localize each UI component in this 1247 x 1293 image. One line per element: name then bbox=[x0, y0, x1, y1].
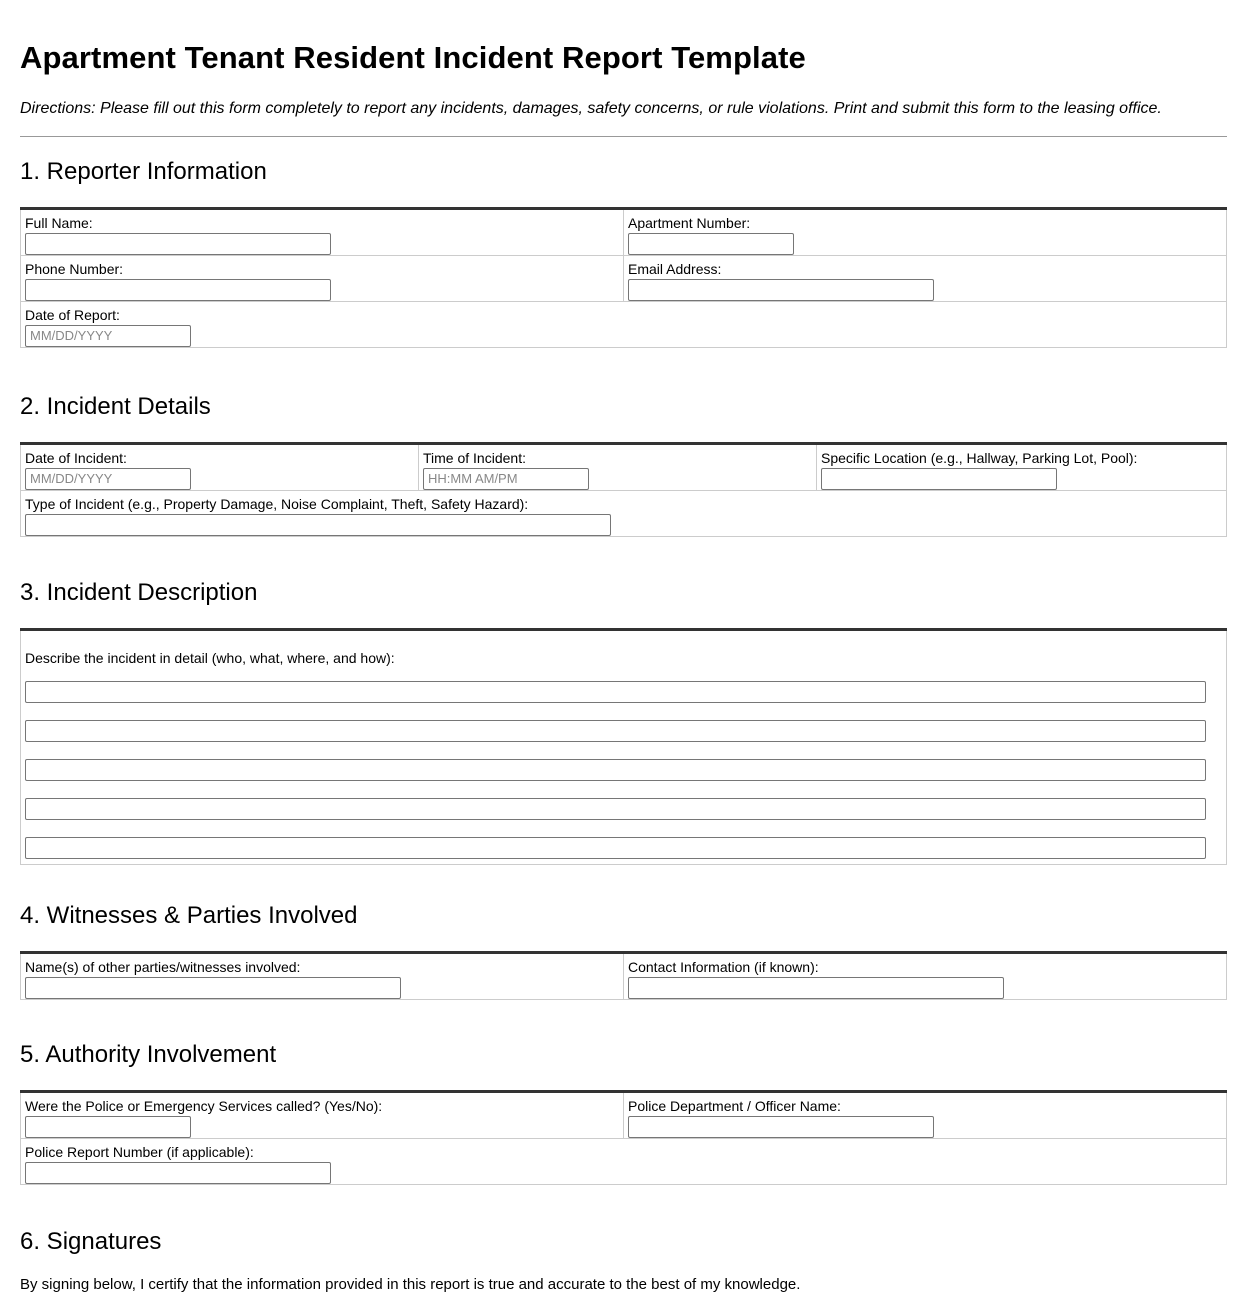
witness-names-cell bbox=[21, 953, 624, 1000]
type-of-incident-input[interactable] bbox=[25, 514, 611, 536]
section-title-incident: 2. Incident Details bbox=[20, 393, 211, 420]
date-of-report-label: Date of Report: bbox=[25, 307, 120, 323]
certification-text: By signing below, I certify that the information provided in this report is true and accurate to the best of my knowledge. bbox=[20, 1276, 801, 1293]
witness-contact-input[interactable] bbox=[628, 977, 1004, 999]
type-of-incident-label: Type of Incident (e.g., Property Damage, Noise Complaint, Theft, Safety Hazard): bbox=[25, 496, 529, 512]
date-of-incident-input[interactable]: MM/DD/YYYY bbox=[25, 468, 191, 490]
type-of-incident-cell bbox=[21, 491, 1227, 537]
apartment-number-label: Apartment Number: bbox=[628, 215, 751, 231]
email-address-label: Email Address: bbox=[628, 261, 722, 277]
officer-name-label: Police Department / Officer Name: bbox=[628, 1098, 841, 1114]
authority-table bbox=[20, 1090, 1227, 1185]
apartment-number-input[interactable] bbox=[628, 233, 794, 255]
description-line-4[interactable] bbox=[25, 798, 1206, 820]
description-cell bbox=[21, 630, 1227, 865]
section-title-witnesses: 4. Witnesses & Parties Involved bbox=[20, 902, 358, 929]
report-number-label: Police Report Number (if applicable): bbox=[25, 1144, 254, 1160]
section-title-authority: 5. Authority Involvement bbox=[20, 1041, 277, 1068]
report-number-cell bbox=[21, 1139, 1227, 1185]
officer-name-input[interactable] bbox=[628, 1116, 934, 1138]
divider bbox=[20, 136, 1227, 137]
date-of-report-cell bbox=[21, 302, 1227, 348]
description-prompt: Describe the incident in detail (who, what, where, and how): bbox=[25, 650, 395, 666]
witness-names-label: Name(s) of other parties/witnesses involved: bbox=[25, 959, 301, 975]
time-of-incident-label: Time of Incident: bbox=[423, 450, 526, 466]
page-title: Apartment Tenant Resident Incident Report Template bbox=[20, 40, 806, 75]
specific-location-label: Specific Location (e.g., Hallway, Parking Lot, Pool): bbox=[821, 450, 1138, 466]
date-of-incident-label: Date of Incident: bbox=[25, 450, 127, 466]
witnesses-table bbox=[20, 951, 1227, 1000]
phone-number-input[interactable] bbox=[25, 279, 331, 301]
specific-location-cell bbox=[817, 444, 1227, 491]
section-title-signatures: 6. Signatures bbox=[20, 1228, 162, 1255]
full-name-input[interactable] bbox=[25, 233, 331, 255]
apartment-number-cell bbox=[624, 209, 1227, 256]
email-address-cell bbox=[624, 256, 1227, 302]
section-title-description: 3. Incident Description bbox=[20, 579, 258, 606]
reporter-table bbox=[20, 207, 1227, 348]
witness-contact-label: Contact Information (if known): bbox=[628, 959, 819, 975]
description-line-1[interactable] bbox=[25, 681, 1206, 703]
time-of-incident-input[interactable]: HH:MM AM/PM bbox=[423, 468, 589, 490]
description-table bbox=[20, 628, 1227, 865]
witness-contact-cell bbox=[624, 953, 1227, 1000]
police-called-input[interactable] bbox=[25, 1116, 191, 1138]
phone-number-label: Phone Number: bbox=[25, 261, 124, 277]
section-title-reporter: 1. Reporter Information bbox=[20, 158, 267, 185]
description-line-3[interactable] bbox=[25, 759, 1206, 781]
directions-text: Directions: Please fill out this form completely to report any incidents, damages, safety concerns, or rule violations. Print and submit this form to the leasing office. bbox=[20, 100, 1162, 117]
time-of-incident-cell bbox=[419, 444, 817, 491]
report-number-input[interactable] bbox=[25, 1162, 331, 1184]
officer-name-cell bbox=[624, 1092, 1227, 1139]
police-called-cell bbox=[21, 1092, 624, 1139]
email-address-input[interactable] bbox=[628, 279, 934, 301]
description-line-5[interactable] bbox=[25, 837, 1206, 859]
date-of-report-input[interactable]: MM/DD/YYYY bbox=[25, 325, 191, 347]
witness-names-input[interactable] bbox=[25, 977, 401, 999]
incident-table bbox=[20, 442, 1227, 537]
phone-number-cell bbox=[21, 256, 624, 302]
police-called-label: Were the Police or Emergency Services called? (Yes/No): bbox=[25, 1098, 383, 1114]
specific-location-input[interactable] bbox=[821, 468, 1057, 490]
full-name-cell bbox=[21, 209, 624, 256]
description-line-2[interactable] bbox=[25, 720, 1206, 742]
full-name-label: Full Name: bbox=[25, 215, 93, 231]
date-of-incident-cell bbox=[21, 444, 419, 491]
